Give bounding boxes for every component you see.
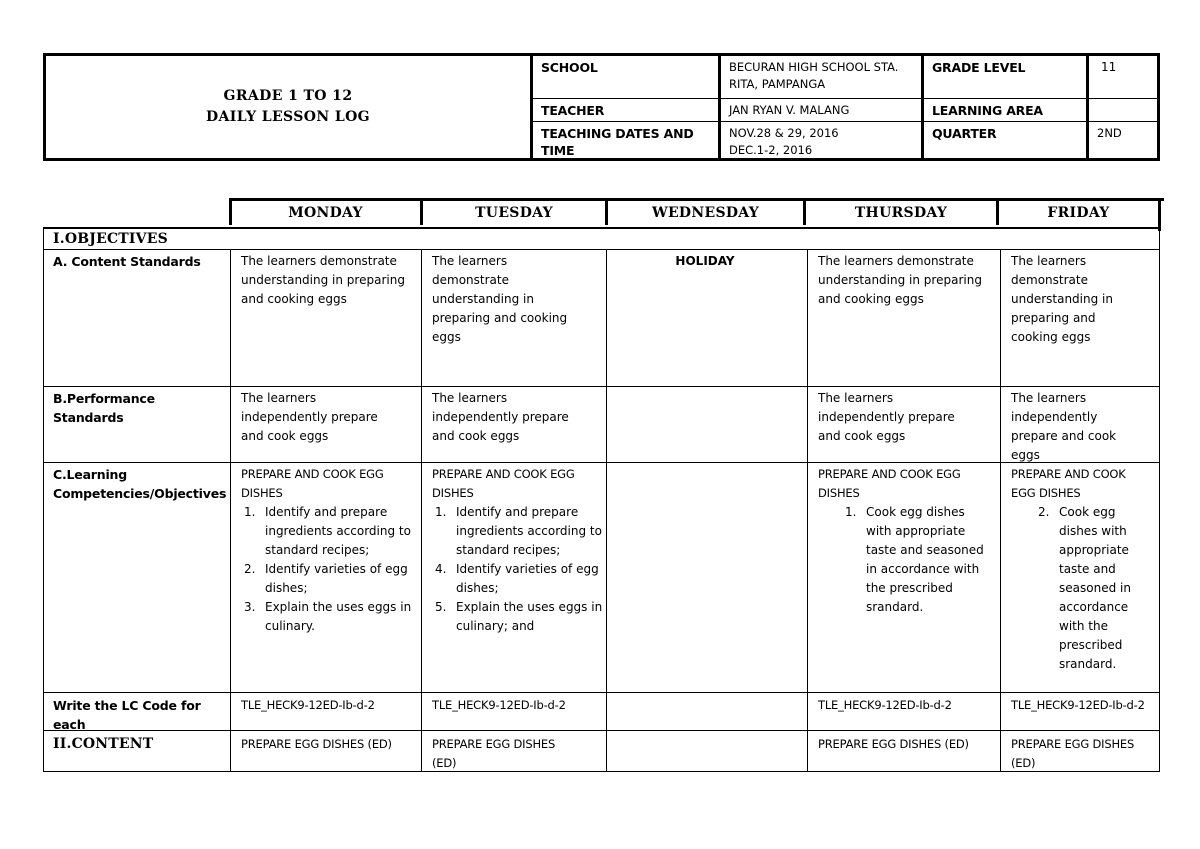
list-text: Identify varieties of egg dishes; [456, 562, 599, 595]
list-number: 3. [244, 600, 256, 614]
grade-level-label: GRADE LEVEL [932, 60, 1026, 75]
section-content: II.CONTENT [53, 736, 154, 752]
quarter-label: QUARTER [932, 126, 997, 141]
competencies-list [241, 503, 417, 636]
lc-code-thursday: TLE_HECK9-12ED-Ib-d-2 [818, 698, 952, 712]
performance-standards-friday: The learners independently prepare and cook eggs [1011, 391, 1117, 462]
school-label: SCHOOL [541, 60, 598, 75]
lc-code-friday: TLE_HECK9-12ED-Ib-d-2 [1011, 698, 1145, 712]
content-thursday: PREPARE EGG DISHES (ED) [818, 737, 969, 751]
divider [43, 386, 1160, 387]
header-info-grid [530, 56, 1160, 158]
teacher-label: TEACHER [541, 103, 605, 118]
list-number: 4. [435, 562, 447, 576]
list-text: Identify and prepare ingredients according to standard recipes; [456, 505, 602, 557]
list-number: 1. [244, 505, 256, 519]
content-standards-tuesday: The learners demonstrate understanding in preparing and cooking eggs [432, 254, 568, 344]
content-standards-friday: The learners demonstrate understanding in preparing and cooking eggs [1011, 254, 1113, 344]
divider [43, 249, 1160, 250]
divider [43, 692, 1160, 693]
competencies-heading: PREPARE AND COOK EGG DISHES [432, 467, 575, 500]
quarter-value: 2ND [1097, 126, 1122, 140]
grade-level-value: 11 [1101, 60, 1117, 74]
header-title-line1: GRADE 1 TO 12 [223, 88, 353, 104]
competencies-tuesday [422, 464, 607, 636]
competencies-heading: PREPARE AND COOK EGG DISHES [1011, 467, 1126, 500]
content-friday: PREPARE EGG DISHES (ED) [1011, 737, 1135, 770]
row-label-competencies: C.Learning Competencies/Objectives [53, 467, 227, 501]
list-item [241, 503, 417, 560]
content-monday: PREPARE EGG DISHES (ED) [241, 737, 392, 751]
lc-code-tuesday: TLE_HECK9-12ED-Ib-d-2 [432, 698, 566, 712]
list-item [241, 560, 417, 598]
competencies-friday [1001, 464, 1159, 674]
learning-area-label: LEARNING AREA [932, 103, 1043, 118]
competencies-thursday [808, 464, 1000, 617]
content-standards-thursday: The learners demonstrate understanding in preparing and cooking eggs [818, 254, 982, 306]
performance-standards-tuesday: The learners independently prepare and cook eggs [432, 391, 569, 443]
teaching-dates-label: TEACHING DATES AND TIME [541, 126, 694, 158]
day-header-tuesday: TUESDAY [475, 205, 553, 221]
list-number: 5. [435, 600, 447, 614]
day-header-monday: MONDAY [288, 205, 363, 221]
performance-standards-monday: The learners independently prepare and cook eggs [241, 391, 378, 443]
divider [43, 771, 1160, 772]
list-number: 2. [244, 562, 256, 576]
list-text: Identify varieties of egg dishes; [265, 562, 408, 595]
day-header-thursday: THURSDAY [854, 205, 948, 221]
divider [43, 462, 1160, 463]
learning-area-value [1089, 99, 1157, 121]
list-item [432, 503, 603, 560]
section-objectives: I.OBJECTIVES [53, 231, 168, 247]
list-item [432, 598, 603, 636]
teaching-dates-line1: NOV.28 & 29, 2016 [729, 126, 839, 140]
competencies-monday [231, 464, 421, 636]
lesson-log-header [43, 53, 1160, 161]
content-standards-monday: The learners demonstrate understanding in preparing and cooking eggs [241, 254, 405, 306]
list-item [432, 560, 603, 598]
list-item [842, 503, 984, 617]
day-header-friday: FRIDAY [1047, 205, 1110, 221]
teaching-dates-value [721, 122, 921, 158]
school-value: BECURAN HIGH SCHOOL STA. RITA, PAMPANGA [729, 60, 899, 91]
competencies-heading: PREPARE AND COOK EGG DISHES [241, 467, 384, 500]
competencies-heading: PREPARE AND COOK EGG DISHES [818, 467, 961, 500]
list-text: Explain the uses eggs in culinary. [265, 600, 412, 633]
list-number: 1. [435, 505, 447, 519]
header-title-cell [43, 56, 530, 158]
list-number: 2. [1038, 505, 1050, 519]
row-label-lc-code: Write the LC Code for each [53, 698, 201, 732]
list-text: Cook egg dishes with appropriate taste and seasoned in accordance with the prescribed srandard. [866, 505, 984, 614]
performance-standards-thursday: The learners independently prepare and cook eggs [818, 391, 955, 443]
row-label-performance-standards: B.Performance Standards [53, 391, 155, 425]
list-text: Cook egg dishes with appropriate taste and seasoned in accordance with the prescribed srandard. [1059, 505, 1131, 671]
competencies-list [818, 503, 984, 617]
competencies-list [1011, 503, 1155, 674]
holiday-label: HOLIDAY [675, 254, 735, 268]
list-item [241, 598, 417, 636]
competencies-list [432, 503, 603, 636]
day-header-wednesday: WEDNESDAY [651, 205, 760, 221]
list-number: 1. [845, 505, 857, 519]
content-tuesday: PREPARE EGG DISHES (ED) [432, 737, 556, 770]
divider [1157, 56, 1160, 158]
teacher-value: JAN RYAN V. MALANG [729, 103, 850, 117]
divider [1159, 227, 1160, 772]
teaching-dates-line2: DEC.1-2, 2016 [729, 143, 813, 157]
list-text: Identify and prepare ingredients according to standard recipes; [265, 505, 411, 557]
list-item [1035, 503, 1155, 674]
header-title-line2: DAILY LESSON LOG [205, 109, 371, 125]
row-label-content-standards: A. Content Standards [53, 254, 201, 269]
list-text: Explain the uses eggs in culinary; and [456, 600, 603, 633]
lc-code-monday: TLE_HECK9-12ED-Ib-d-2 [241, 698, 375, 712]
